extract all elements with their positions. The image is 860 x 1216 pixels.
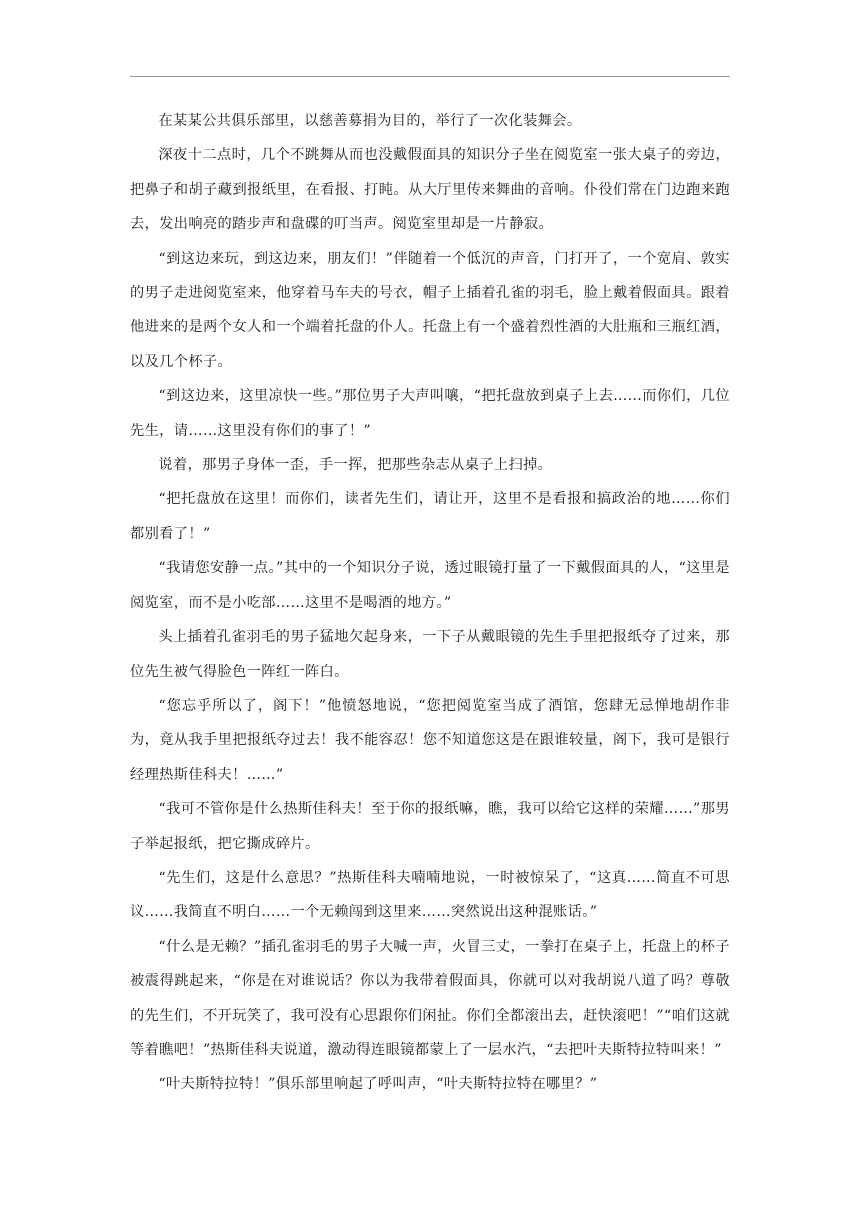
paragraph: 头上插着孔雀羽毛的男子猛地欠起身来，一下子从戴眼镜的先生手里把报纸夺了过来，那位先生被气得脸色一阵红一阵白。	[130, 629, 730, 680]
paragraph: “我可不管你是什么热斯佳科夫！至于你的报纸嘛，瞧，我可以给它这样的荣耀……”那男子举起报纸，把它撕成碎片。	[130, 801, 730, 852]
paragraph: 在某某公共俱乐部里，以慈善募捐为目的，举行了一次化装舞会。	[158, 113, 582, 129]
header-rule	[130, 76, 730, 77]
paragraph: “叶夫斯特拉特！”俱乐部里响起了呼叫声，“叶夫斯特拉特在哪里？”	[158, 1076, 598, 1093]
paragraph: “我请您安静一点。”其中的一个知识分子说，透过眼镜打量了一下戴假面具的人，“这里是阅览室，而不是小吃部……这里不是喝酒的地方。”	[130, 560, 730, 611]
article-body	[130, 104, 730, 1102]
paragraph: “您忘乎所以了，阁下！”他愤怒地说，“您把阅览室当成了酒馆，您肆无忌惮地胡作非为，竟从我手里把报纸夺过去！我不能容忍！您不知道您这是在跟谁较量，阁下，我可是银行经理热斯佳科夫！……”	[130, 697, 730, 783]
paragraph: “到这边来玩，到这边来，朋友们！”伴随着一个低沉的声音，门打开了，一个宽肩、敦实的男子走进阅览室来，他穿着马车夫的号衣，帽子上插着孔雀的羽毛，脸上戴着假面具。跟着他进来的是两个女人和一个端着托盘的仆人。托盘上有一个盛着烈性酒的大肚瓶和三瓶红酒，以及几个杯子。	[130, 250, 730, 370]
paragraph: “先生们，这是什么意思？”热斯佳科夫喃喃地说，一时被惊呆了，“这真……简直不可思议……我简直不明白……一个无赖闯到这里来……突然说出这种混账话。”	[130, 869, 730, 921]
paragraph: “到这边来，这里凉快一些。”那位男子大声叫嚷，“把托盘放到桌子上去……而你们，几位先生，请……这里没有你们的事了！”	[130, 388, 730, 439]
paragraph: 说着，那男子身体一歪，手一挥，把那些杂志从桌子上扫掉。	[158, 457, 553, 474]
paragraph: 深夜十二点时，几个不跳舞从而也没戴假面具的知识分子坐在阅览室一张大桌子的旁边，把鼻子和胡子藏到报纸里，在看报、打盹。从大厅里传来舞曲的音响。仆役们常在门边跑来跑去，发出响亮的踏步声和盘碟的叮当声。阅览室里却是一片静寂。	[130, 147, 730, 233]
paragraph: “把托盘放在这里！而你们，读者先生们，请让开，这里不是看报和搞政治的地……你们都别看了！”	[130, 491, 730, 542]
paragraph: “什么是无赖？”插孔雀羽毛的男子大喊一声，火冒三丈，一拳打在桌子上，托盘上的杯子被震得跳起来，“你是在对谁说话？你以为我带着假面具，你就可以对我胡说八道了吗？尊敬的先生们，不开玩笑了，我可没有心思跟你们闲扯。你们全都滚出去，赶快滚吧！”“咱们这就等着瞧吧！”热斯佳科夫说道，激动得连眼镜都蒙上了一层水汽，“去把叶夫斯特拉特叫来！”	[130, 938, 730, 1058]
